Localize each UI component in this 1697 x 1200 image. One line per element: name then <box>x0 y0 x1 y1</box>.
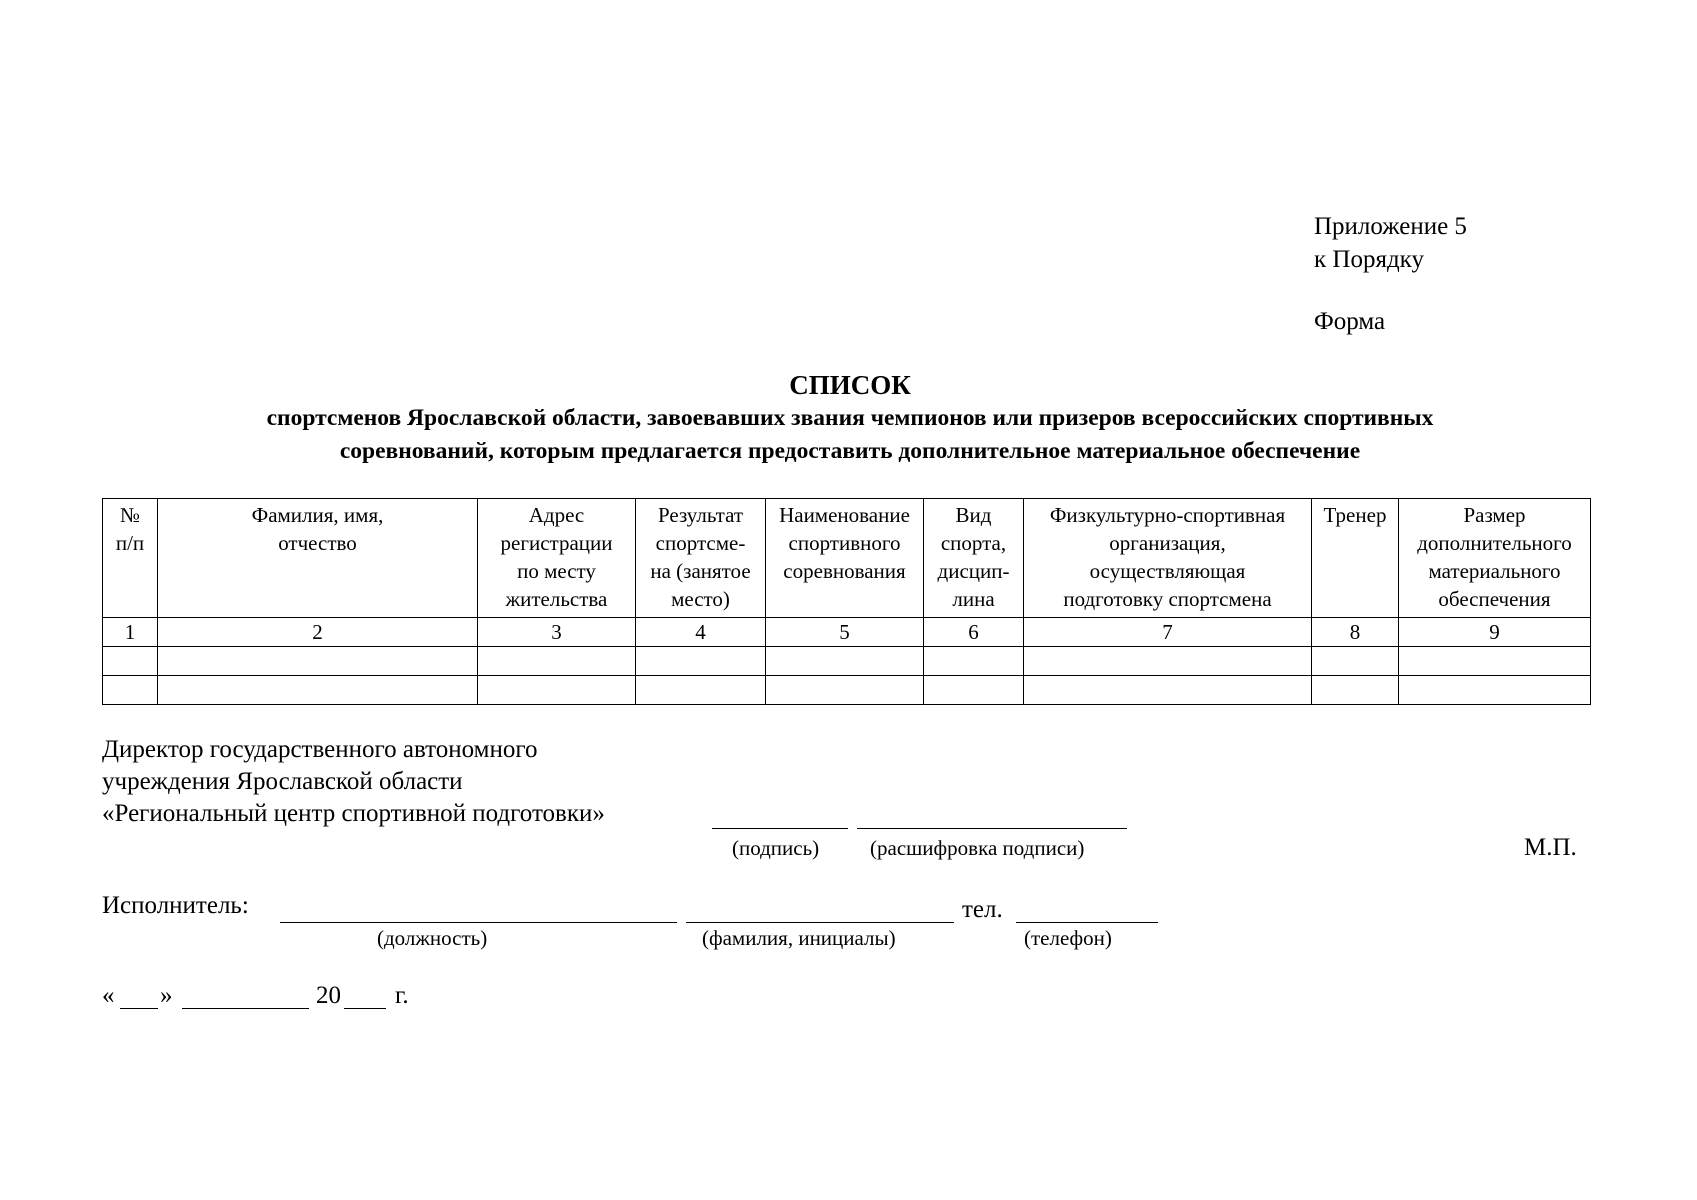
header-coach: Тренер <box>1312 499 1399 618</box>
table-cell <box>158 647 478 676</box>
header-organization: Физкультурно-спортивная организация, осуществляющая подготовку спортсмена <box>1024 499 1312 618</box>
director-title-line2: учреждения Ярославской области <box>102 768 463 795</box>
table-cell <box>766 676 924 705</box>
table-cell <box>1399 647 1591 676</box>
date-year-suffix: г. <box>395 982 409 1009</box>
date-month-line <box>182 1008 309 1009</box>
director-title-line1: Директор государственного автономного <box>102 736 538 763</box>
table-cell <box>1312 676 1399 705</box>
table-header-row <box>103 499 1591 618</box>
table-cell <box>636 676 766 705</box>
signature-decoding-line <box>857 828 1127 829</box>
header-number: № п/п <box>103 499 158 618</box>
signature-line <box>712 828 848 829</box>
column-number: 4 <box>636 618 766 647</box>
appendix-number: Приложение 5 <box>1314 213 1467 240</box>
column-number: 5 <box>766 618 924 647</box>
title-main: СПИСОК <box>789 370 911 400</box>
tel-label: тел. <box>962 896 1003 923</box>
column-number-row <box>103 618 1591 647</box>
table-cell <box>478 676 636 705</box>
athletes-table <box>102 498 1591 705</box>
appendix-order-ref: к Порядку <box>1314 246 1424 273</box>
column-number: 8 <box>1312 618 1399 647</box>
table-cell <box>766 647 924 676</box>
table-cell <box>1399 676 1591 705</box>
date-year-line <box>344 1008 386 1009</box>
column-number: 3 <box>478 618 636 647</box>
director-signature-block <box>102 734 605 830</box>
table-cell <box>924 676 1024 705</box>
column-number: 7 <box>1024 618 1312 647</box>
column-number: 9 <box>1399 618 1591 647</box>
column-number: 6 <box>924 618 1024 647</box>
document-title <box>100 368 1600 468</box>
executor-name-line <box>686 922 954 923</box>
date-close-quote: » <box>160 982 173 1009</box>
caption-position: (должность) <box>377 926 488 950</box>
header-address: Адрес регистрации по месту жительства <box>478 499 636 618</box>
table-cell <box>103 676 158 705</box>
caption-phone: (телефон) <box>1024 926 1112 950</box>
stamp-place: М.П. <box>1524 834 1577 861</box>
director-title-line3: «Региональный центр спортивной подготовки» <box>102 800 605 827</box>
header-result: Результат спортсме- на (занятое место) <box>636 499 766 618</box>
table-row <box>103 647 1591 676</box>
table-cell <box>478 647 636 676</box>
table-cell <box>924 647 1024 676</box>
table-cell <box>1024 676 1312 705</box>
column-number: 1 <box>103 618 158 647</box>
header-sport: Вид спорта, дисцип- лина <box>924 499 1024 618</box>
caption-full-name: (фамилия, инициалы) <box>702 926 896 950</box>
executor-label: Исполнитель: <box>102 892 249 919</box>
table-cell <box>1312 647 1399 676</box>
caption-signature-decoding: (расшифровка подписи) <box>870 836 1085 860</box>
executor-position-line <box>280 922 677 923</box>
table-cell <box>636 647 766 676</box>
table-cell <box>103 647 158 676</box>
date-open-quote: « <box>102 982 115 1009</box>
date-day-line <box>120 1008 158 1009</box>
header-full-name: Фамилия, имя, отчество <box>158 499 478 618</box>
appendix-reference <box>1314 210 1467 276</box>
date-year-prefix: 20 <box>316 982 341 1009</box>
phone-line <box>1016 922 1158 923</box>
caption-signature: (подпись) <box>732 836 820 860</box>
table-cell <box>1024 647 1312 676</box>
table-cell <box>158 676 478 705</box>
title-sub-line2: соревнований, которым предлагается предоставить дополнительное материальное обеспечение <box>339 438 1361 464</box>
form-label: Форма <box>1314 308 1386 335</box>
title-sub-line1: спортсменов Ярославской области, завоевавших звания чемпионов или призеров всероссийских спортивных <box>266 405 1434 431</box>
column-number: 2 <box>158 618 478 647</box>
table-row <box>103 676 1591 705</box>
header-competition: Наименование спортивного соревнования <box>766 499 924 618</box>
header-support-amount: Размер дополнительного материального обеспечения <box>1399 499 1591 618</box>
